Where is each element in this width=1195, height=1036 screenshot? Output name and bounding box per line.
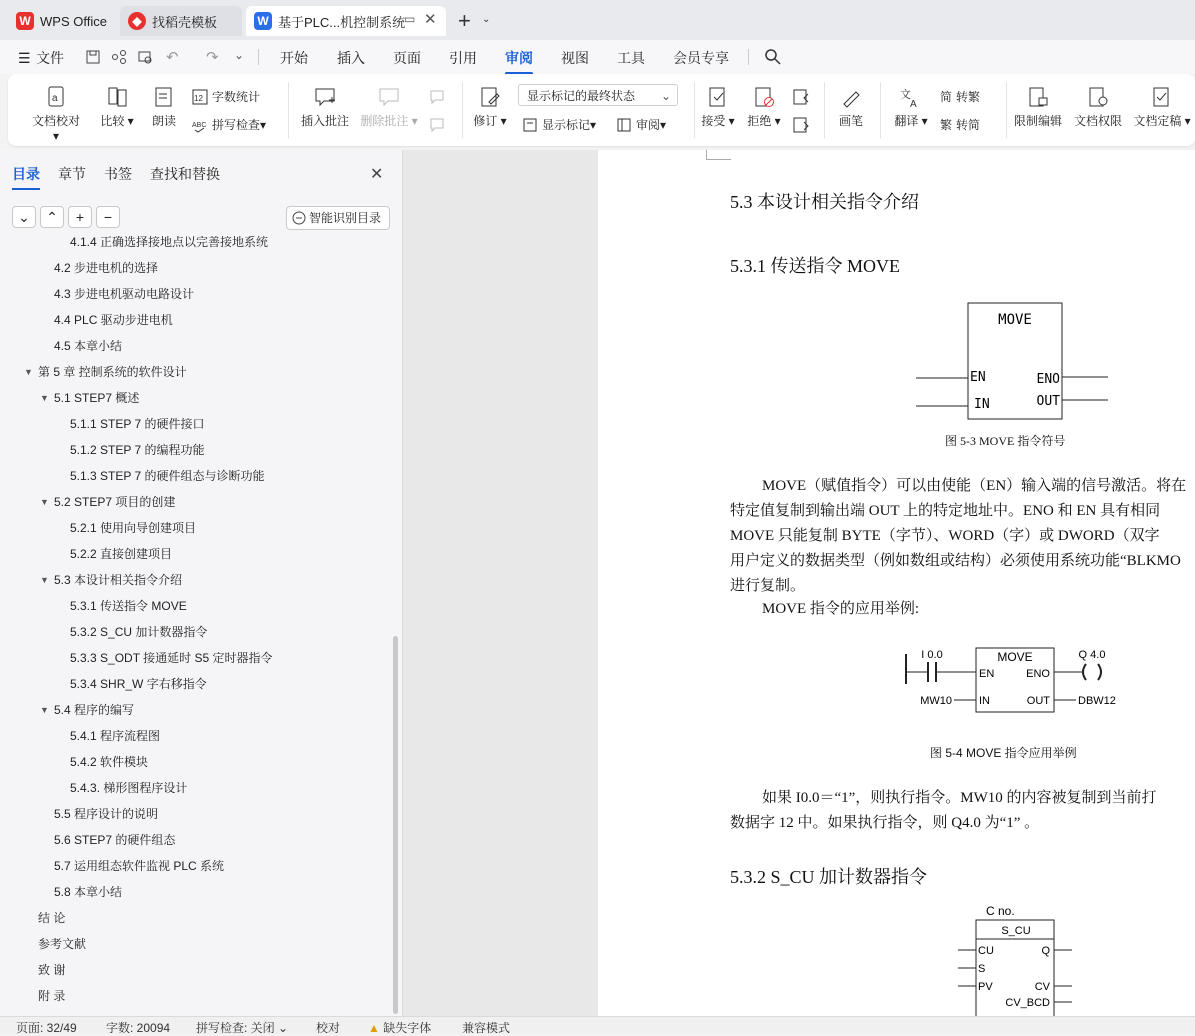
toc-item-label: 5.8 本章小结 [54,885,123,899]
review-pane-button[interactable]: 审阅 ▾ [616,116,666,133]
next-change-icon[interactable] [792,116,810,134]
fig54-en: EN [979,668,995,680]
ink-pen-button[interactable]: 画笔 [834,86,868,129]
margin-corner-mark [706,150,731,160]
toc-item-label: 4.1.4 正确选择接地点以完善接地系统 [70,236,269,249]
close-pane-icon[interactable]: ✕ [370,166,384,183]
docer-logo-icon: ◆ [128,12,146,30]
toc-item-label: 5.7 运用组态软件监视 PLC 系统 [54,859,225,873]
fig54-in: IN [979,695,990,707]
word-doc-icon: W [254,12,272,30]
search-icon[interactable] [764,48,782,66]
svg-text:12: 12 [194,93,203,103]
menu-page[interactable]: 页面 [393,50,421,66]
toc-list [0,236,392,1016]
fig55-cu: CU [978,945,994,957]
toc-item[interactable] [0,619,392,645]
remove-heading-button[interactable] [96,206,120,228]
document-canvas [403,150,1195,1016]
doc-proof-icon [45,86,67,108]
traditional-icon: 简 [940,90,953,104]
toc-item[interactable] [0,723,392,749]
menu-insert[interactable]: 插入 [337,50,365,66]
accept-icon [707,86,729,108]
expand-arrow-icon[interactable]: ▼ [24,367,33,377]
toc-item[interactable] [0,255,392,281]
menu-tools[interactable]: 工具 [617,50,645,66]
toc-item-label: 5.5 程序设计的说明 [54,807,159,821]
share-icon[interactable] [110,48,128,66]
missing-font-indicator[interactable]: ▲ 缺失字体 [368,1021,432,1035]
svg-text:文: 文 [900,88,911,101]
wps-logo-icon: W [16,12,34,30]
paragraph-line: 如果 I0.0＝“1”，则执行指令。MW10 的内容被复制到当前打 [762,790,1157,806]
toc-item-label: 5.1 STEP7 概述 [54,391,140,405]
navigation-pane [0,150,403,1016]
toc-item-label: 4.3 步进电机驱动电路设计 [54,287,195,301]
toc-item[interactable] [0,385,392,411]
toc-item[interactable] [0,697,392,723]
chevron-down-icon: ⌄ [18,208,30,225]
fig55-title: S_CU [1001,925,1031,937]
heading-5-3-2: 5.3.2 S_CU 加计数器指令 [730,867,928,887]
divider [288,82,289,138]
paragraph-line: MOVE 指令的应用举例: [762,601,920,617]
toc-item-label: 4.4 PLC 驱动步进电机 [54,313,173,327]
chevron-down-icon: ⌄ [660,89,671,103]
reject-button[interactable]: 拒绝 ▾ [744,86,784,129]
compare-button[interactable]: 比较 ▾ [96,86,138,129]
insert-comment-button[interactable]: 插入批注 [298,86,352,129]
toc-item[interactable] [0,333,392,359]
print-preview-icon[interactable] [136,48,154,66]
toc-item-label: 5.2.2 直接创建项目 [70,547,173,561]
status-bar [0,1016,1195,1034]
toc-item-label: 5.3.1 传送指令 MOVE [70,599,187,613]
show-markup-button[interactable]: 显示标记 ▾ [522,116,596,133]
delete-comment-icon [378,86,400,108]
toc-item-label: 4.5 本章小结 [54,339,123,353]
paragraph-line: 特定值复制到输出端 OUT 上的特定地址中。ENO 和 EN 具有相同 [730,503,1161,519]
toc-item-label: 5.1.2 STEP 7 的编程功能 [70,443,205,457]
divider [462,82,463,138]
fig54-eno: ENO [1026,668,1050,680]
toc-item[interactable] [0,645,392,671]
toc-item-label: 4.2 步进电机的选择 [54,261,159,275]
simplified-icon: 繁 [940,118,953,132]
doc-final-icon [1151,86,1173,108]
review-pane-icon [616,117,632,133]
pen-icon [840,86,862,108]
fig54-in-addr: MW10 [920,695,952,707]
fig53-out: OUT [1036,394,1060,409]
hamburger-icon[interactable]: ☰ [18,50,31,66]
tab-wps-office[interactable] [8,6,116,36]
figure-move-ladder [904,642,1144,720]
toc-item[interactable] [0,671,392,697]
reject-icon [753,86,775,108]
expand-arrow-icon[interactable]: ▼ [40,705,49,715]
compat-mode-indicator: 兼容模式 [462,1021,511,1035]
fig54-out-addr: DBW12 [1078,695,1116,707]
toc-item-label: 5.6 STEP7 的硬件组态 [54,833,176,847]
caption-fig-5-4: 图 5-4 MOVE 指令应用举例 [930,746,1077,760]
fig55-top: C no. [986,904,1015,918]
track-changes-button[interactable]: 修订 ▾ [470,86,510,129]
svg-text:ABC: ABC [192,121,207,129]
insert-comment-icon [314,86,336,108]
menu-start[interactable]: 开始 [280,50,308,66]
prev-change-icon[interactable] [792,88,810,106]
read-aloud-button[interactable]: 朗读 [146,86,182,129]
document-page[interactable] [598,150,1195,1016]
add-heading-button[interactable] [68,206,92,228]
toc-item-label: 5.4.3. 梯形图程序设计 [70,781,188,795]
toc-item[interactable] [0,983,392,1009]
figure-scu-symbol [954,902,1084,1016]
smart-toc-button[interactable]: 智能识别目录 [286,206,390,230]
spell-check-icon [192,117,208,133]
tab-label: 找稻壳模板 [152,14,218,30]
menu-reference[interactable]: 引用 [449,50,477,66]
redo-icon[interactable]: ↷ [206,49,219,66]
show-markup-icon [522,117,538,133]
page-indicator[interactable]: 页面: 32/49 [16,1021,77,1035]
expand-up-button[interactable] [40,206,64,228]
divider [748,49,749,65]
tab-document[interactable] [246,6,446,36]
translate-icon [900,86,922,108]
toc-item[interactable] [0,749,392,775]
caption-fig-5-3: 图 5-3 MOVE 指令符号 [945,434,1066,448]
prev-comment-icon[interactable] [428,88,446,106]
tab-label: WPS Office [40,13,107,29]
lock-doc-icon [1027,86,1049,108]
compare-icon [106,86,128,108]
toc-item-label: 第 5 章 控制系统的软件设计 [38,365,187,379]
toc-item-label: 5.3.2 S_CU 加计数器指令 [70,625,208,639]
expand-arrow-icon[interactable]: ▼ [40,393,49,403]
close-tab-icon[interactable]: ✕ [424,11,437,28]
svg-text:A: A [910,99,917,108]
tab-docer-templates[interactable] [120,6,242,36]
word-count-button[interactable]: 12 字数统计 [194,90,261,104]
fig53-in: IN [974,397,990,412]
fig55-cvbcd: CV_BCD [1005,997,1050,1009]
toc-item[interactable] [0,281,392,307]
fig55-q: Q [1041,945,1050,957]
proof-indicator[interactable]: 校对 [316,1021,341,1035]
doc-proof-button[interactable]: a 文档校对 ▾ [28,86,84,143]
float-window-icon[interactable]: ▭ [404,12,416,26]
toc-item-label: 5.4.2 软件模块 [70,755,149,769]
paragraph-line: MOVE 只能复制 BYTE（字节）、WORD（字）或 DWORD（双字 [730,528,1160,544]
toc-item[interactable] [0,567,392,593]
track-changes-icon [479,86,501,108]
fig53-en: EN [970,370,986,385]
markup-state-select[interactable]: 显示标记的最终状态 ⌄ [518,84,678,106]
toc-item[interactable] [0,489,392,515]
menu-member[interactable]: 会员专享 [673,50,729,66]
divider [694,82,695,138]
spell-check-button[interactable]: ABC 拼写检查 ▾ [192,117,267,132]
fig55-cv: CV [1034,981,1050,993]
toc-item[interactable] [0,957,392,983]
to-simplified-button[interactable]: 繁 转简 [940,118,981,132]
fig55-pv: PV [978,981,993,993]
fig53-title: MOVE [998,312,1032,328]
toc-item[interactable] [0,905,392,931]
tab-toc[interactable]: 目录 [12,166,40,182]
minus-icon: − [103,209,113,225]
fig55-s: S [978,963,986,975]
menu-review[interactable]: 审阅 [505,50,533,66]
paragraph-line: MOVE（赋值指令）可以由使能（EN）输入端的信号激活。将在 [762,478,1187,494]
chevron-up-icon: ⌃ [46,208,58,225]
next-comment-icon[interactable] [428,116,446,134]
warning-icon: ▲ [368,1021,380,1035]
expand-arrow-icon[interactable]: ▼ [40,575,49,585]
divider [258,49,259,65]
translate-button[interactable]: 文 A 翻译 ▾ [894,88,928,128]
toc-item[interactable] [0,593,392,619]
toc-item-label: 5.2.1 使用向导创建项目 [70,521,197,535]
undo-icon[interactable]: ↶ [166,49,179,66]
svg-text:a: a [52,93,58,104]
plus-icon: + [75,209,85,225]
toc-item[interactable] [0,411,392,437]
delete-comment-button[interactable]: 删除批注 ▾ [358,86,420,129]
toc-item[interactable] [0,236,392,255]
toc-item-label: 5.2 STEP7 项目的创建 [54,495,176,509]
figure-move-symbol [908,298,1118,428]
paragraph-line: 进行复制。 [730,578,806,594]
tab-label: 基于PLC...机控制系统 [278,14,406,30]
toc-item[interactable] [0,437,392,463]
new-tab-button[interactable]: + [458,8,471,33]
doc-rights-button[interactable]: 文档权限 [1072,86,1124,129]
paragraph-line: 用户定义的数据类型（例如数组或结构）必须使用系统功能“BLKMO [730,553,1181,569]
paragraph-line: 数据字 12 中。如果执行指令，则 Q4.0 为“1” 。 [730,815,1040,831]
toc-item[interactable] [0,463,392,489]
toc-item[interactable] [0,775,392,801]
toc-item-label: 结 论 [38,911,66,925]
tab-find-replace[interactable]: 查找和替换 [150,166,220,182]
toc-item-label: 5.1.1 STEP 7 的硬件接口 [70,417,205,431]
heading-5-3: 5.3 本设计相关指令介绍 [730,192,919,212]
menu-bar [0,40,1195,74]
toc-item[interactable] [0,931,392,957]
toc-item-label: 致 谢 [38,963,66,977]
toc-item-label: 5.3.4 SHR_W 字右移指令 [70,677,207,691]
fig54-title: MOVE [997,650,1033,664]
menu-view[interactable]: 视图 [561,50,589,66]
restrict-edit-button[interactable]: 限制编辑 [1012,86,1064,129]
toc-item[interactable] [0,801,392,827]
toc-item-label: 5.4 程序的编写 [54,703,135,717]
fig54-contact: I 0.0 [921,649,943,661]
toc-item-label: 5.4.1 程序流程图 [70,729,161,743]
toc-item-label: 5.3.3 S_ODT 接通延时 S5 定时器指令 [70,651,273,665]
spell-check-indicator[interactable]: 拼写检查: 关闭 ⌄ [196,1021,289,1035]
toc-scrollbar[interactable] [393,636,398,1014]
expand-arrow-icon[interactable]: ▼ [40,497,49,507]
fig53-eno: ENO [1036,372,1060,387]
divider [824,82,825,138]
toc-item[interactable] [0,307,392,333]
word-count-indicator[interactable]: 字数: 20094 [106,1021,171,1035]
smart-toc-icon [292,211,306,225]
divider [1006,82,1007,138]
fig54-out: OUT [1026,695,1050,707]
title-bar [0,0,1195,40]
ribbon-toolbar [8,74,1195,146]
toc-item[interactable] [0,827,392,853]
chevron-down-icon[interactable]: ⌄ [482,14,491,25]
toc-item[interactable] [0,853,392,879]
quick-access-more-icon[interactable]: ⌄ [234,48,245,62]
toc-item-label: 5.1.3 STEP 7 的硬件组态与诊断功能 [70,469,265,483]
doc-final-button[interactable]: 文档定稿 ▾ [1132,86,1192,129]
toc-item[interactable] [0,541,392,567]
to-traditional-button[interactable]: 简 转繁 [940,90,981,104]
fig54-coil: Q 4.0 [1078,649,1106,661]
menu-file[interactable]: 文件 [36,50,64,66]
save-icon[interactable] [84,48,102,66]
divider [880,82,881,138]
word-count-icon [192,89,208,105]
doc-rights-icon [1087,86,1109,108]
toc-item-label: 附 录 [38,989,66,1003]
toc-item-label: 参考文献 [38,937,87,951]
toc-item[interactable] [0,515,392,541]
tab-bookmarks[interactable]: 书签 [104,166,132,182]
toc-item[interactable] [0,879,392,905]
accept-button[interactable]: 接受 ▾ [698,86,738,129]
tab-chapters[interactable]: 章节 [58,166,86,182]
heading-5-3-1: 5.3.1 传送指令 MOVE [730,256,900,276]
toc-item[interactable] [0,359,392,385]
toc-item-label: 5.3 本设计相关指令介绍 [54,573,183,587]
read-aloud-icon [153,86,175,108]
collapse-all-button[interactable] [12,206,36,228]
